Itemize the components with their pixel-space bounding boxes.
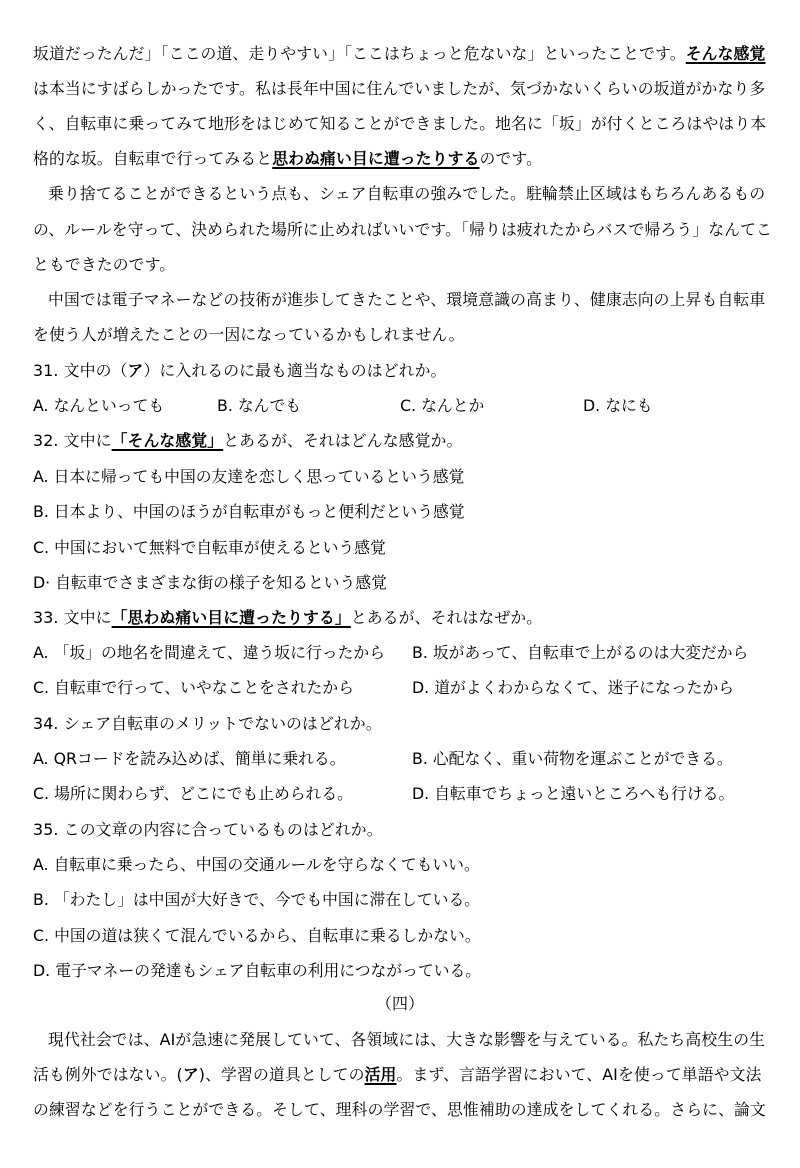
highlight-katsuyou: 活用 xyxy=(364,1065,397,1084)
passage-text: の練習などを行うことができる。そして、理科の学習で、思惟補助の達成をしてくれる。さらに、論文 xyxy=(33,1100,766,1119)
passage-line xyxy=(48,289,765,311)
section-heading: （四） xyxy=(375,994,424,1013)
question-32 xyxy=(33,430,462,452)
passage-text: )、学習の道具としての xyxy=(198,1065,365,1084)
passage-text: の、ルールを守って、決められた場所に止めればいいです。「帰りは疲れたからバスで帰ろう」なんてこ xyxy=(33,220,773,239)
passage-line xyxy=(33,324,465,346)
question-text: 33. 文中に xyxy=(33,608,112,627)
passage-line xyxy=(33,219,772,241)
passage-line xyxy=(48,183,765,205)
option-32-d[interactable]: D· 自転車でさまざまな街の様子を知るという感覚 xyxy=(33,573,387,592)
question-text: とあるが、それはなぜか。 xyxy=(350,608,543,627)
passage-text: 現代社会では、AIが急速に発展していて、各領域には、大きな影響を与えている。私たち高校生の生 xyxy=(48,1030,766,1049)
passage-line xyxy=(33,113,766,135)
option-34-a[interactable]: A. QRコードを読み込めば、簡単に乗れる。 xyxy=(33,749,346,768)
option-35-b[interactable]: B. 「わたし」は中国が大好きで、今でも中国に滞在している。 xyxy=(33,890,481,909)
passage-line xyxy=(33,1099,766,1121)
question-text: 32. 文中に xyxy=(33,431,112,450)
passage-text: 活も例外ではない。( xyxy=(33,1065,183,1084)
option-33-b[interactable]: B. 坂があって、自転車で上がるのは大変だから xyxy=(412,643,749,662)
highlight-sonna-kankaku: そんな感覚 xyxy=(685,44,766,63)
question-text: 35. この文章の内容に合っているものはどれか。 xyxy=(33,820,383,839)
option-32-a[interactable]: A. 日本に帰っても中国の友達を恋しく思っているという感覚 xyxy=(33,467,465,486)
question-text: とあるが、それはどんな感覚か。 xyxy=(223,431,463,450)
option-32-b[interactable]: B. 日本より、中国のほうが自転車がもっと便利だという感覚 xyxy=(33,502,465,521)
option-34-b[interactable]: B. 心配なく、重い荷物を運ぶことができる。 xyxy=(412,749,733,768)
passage-line xyxy=(33,43,765,65)
question-33 xyxy=(33,607,542,629)
question-35 xyxy=(33,819,383,841)
option-33-a[interactable]: A. 「坂」の地名を間違えて、違う坂に行ったから xyxy=(33,643,385,662)
passage-text: く、自転車に乗ってみて地形をはじめて知ることができました。地名に「坂」が付くところはやはり本 xyxy=(33,114,767,133)
option-35-d[interactable]: D. 電子マネーの発達もシェア自転車の利用につながっている。 xyxy=(33,961,482,980)
passage-line xyxy=(33,1064,762,1086)
passage-text: 格的な坂。自転車で行ってみると xyxy=(33,149,273,168)
passage-text: 中国では電子マネーなどの技術が進歩してきたことや、環境意識の高まり、健康志向の上昇も自転車 xyxy=(48,290,766,309)
blank-mark: ア xyxy=(182,1065,199,1084)
passage-text: ともできたのです。 xyxy=(33,255,176,274)
question-quote: 「思わぬ痛い目に遭ったりする」 xyxy=(111,608,351,627)
option-34-c[interactable]: C. 場所に関わらず、どこにでも止められる。 xyxy=(33,784,353,803)
option-31-c[interactable]: C. なんとか xyxy=(400,396,485,415)
passage-line xyxy=(33,148,542,170)
blank-mark: ア xyxy=(127,361,144,380)
option-31-d[interactable]: D. なにも xyxy=(583,396,653,415)
passage-text: を使う人が増えたことの一因になっているかもしれません。 xyxy=(33,325,465,344)
option-33-c[interactable]: C. 自転車で行って、いやなことをされたから xyxy=(33,678,354,697)
highlight-itai-me: 思わぬ痛い目に遭ったりする xyxy=(272,149,480,168)
question-quote: 「そんな感覚」 xyxy=(111,431,224,450)
option-35-a[interactable]: A. 自転車に乗ったら、中国の交通ルールを守らなくてもいい。 xyxy=(33,855,480,874)
passage-text: は本当にすばらしかったです。私は長年中国に住んでいましたが、気づかないくらいの坂道がかなり多 xyxy=(33,79,766,98)
passage-text: 乗り捨てることができるという点も、シェア自転車の強みでした。駐輪禁止区域はもちろんあるもの xyxy=(48,184,766,203)
question-text: 34. シェア自転車のメリットでないのはどれか。 xyxy=(33,714,382,733)
question-text: ）に入れるのに最も適当なものはどれか。 xyxy=(143,361,447,380)
question-text: 31. 文中の（ xyxy=(33,361,128,380)
passage-text: のです。 xyxy=(479,149,543,168)
passage-text: 。まず、言語学習において、AIを使って単語や文法 xyxy=(396,1065,762,1084)
question-34 xyxy=(33,713,382,735)
option-31-a[interactable]: A. なんといっても xyxy=(33,396,165,415)
passage-text: 坂道だったんだ」「ここの道、走りやすい」「ここはちょっと危ないな」といったことです。 xyxy=(33,44,686,63)
passage-line xyxy=(33,78,765,100)
option-35-c[interactable]: C. 中国の道は狭くて混んでいるから、自転車に乗るしかない。 xyxy=(33,926,481,945)
option-34-d[interactable]: D. 自転車でちょっと遠いところへも行ける。 xyxy=(412,784,735,803)
option-33-d[interactable]: D. 道がよくわからなくて、迷子になったから xyxy=(412,678,735,697)
option-31-b[interactable]: B. なんでも xyxy=(217,396,302,415)
passage-line xyxy=(48,1029,765,1051)
option-32-c[interactable]: C. 中国において無料で自転車が使えるという感覚 xyxy=(33,538,386,557)
question-31 xyxy=(33,360,446,382)
passage-line xyxy=(33,254,175,276)
